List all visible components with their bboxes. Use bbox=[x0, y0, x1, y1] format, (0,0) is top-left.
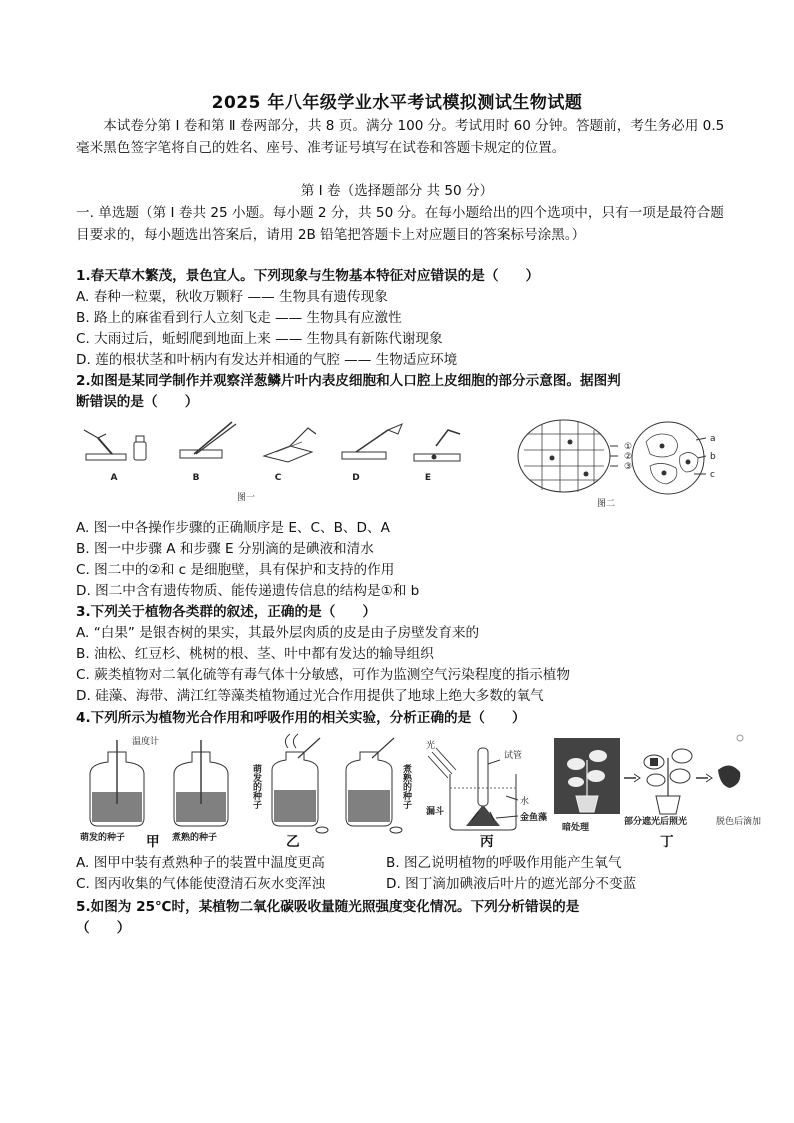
q4-option-a: A. 图甲中装有煮熟种子的装置中温度更高 bbox=[76, 855, 325, 871]
fig2-onion-cells bbox=[518, 420, 618, 492]
q2-option-a: A. 图一中各操作步骤的正确顺序是 E、C、B、D、A bbox=[76, 520, 390, 536]
bing-light-label: 光 bbox=[426, 741, 436, 751]
ding-caption: 丁 bbox=[660, 834, 674, 850]
q3-option-a: A. “白果” 是银杏树的果实，其最外层肉质的皮是由子房壁发育来的 bbox=[76, 625, 480, 641]
q4-option-d: D. 图丁滴加碘液后叶片的遮光部分不变蓝 bbox=[386, 876, 637, 892]
exam-intro: 本试卷分第 Ⅰ 卷和第 Ⅱ 卷两部分，共 8 页。满分 100 分。考试用时 60 分钟。答题前，考生务必用 0.5 毫米黑色签字笔将自己的姓名、座号、准考证号填写在试卷和答题卡规定的位置。 bbox=[76, 118, 725, 156]
yi-apparatus bbox=[272, 734, 402, 833]
fig2-letter-b: b bbox=[710, 452, 716, 462]
yi-germinating-label: 萌发的种子 bbox=[251, 764, 261, 809]
jia-caption: 甲 bbox=[146, 834, 160, 850]
fig1-step-c bbox=[264, 428, 316, 462]
fig1-label-a: A bbox=[110, 473, 118, 483]
fig2-letter-c: c bbox=[710, 470, 715, 480]
exam-title: 2025 年八年级学业水平考试模拟测试生物试题 bbox=[211, 93, 583, 113]
fig2-num-1: ① bbox=[624, 442, 633, 452]
q2-option-d: D. 图二中含有遗传物质、能传递遗传信息的结构是①和 b bbox=[76, 583, 420, 599]
q1-option-d: D. 莲的根状茎和叶柄内有发达并相通的气腔 —— 生物适应环境 bbox=[76, 352, 458, 368]
fig2-cheek-cells bbox=[632, 422, 706, 494]
jia-germinating-label: 萌发的种子 bbox=[80, 833, 126, 843]
q3-option-d: D. 硅藻、海带、满江红等藻类植物通过光合作用提供了地球上绝大多数的氧气 bbox=[76, 688, 544, 704]
fig2-letter-a: a bbox=[710, 434, 716, 444]
fig2-num-3: ③ bbox=[624, 462, 633, 472]
yi-boiled-label: 煮熟的种子 bbox=[401, 764, 411, 809]
q3-option-c: C. 蕨类植物对二氧化硫等有毒气体十分敏感，可作为监测空气污染程度的指示植物 bbox=[76, 667, 570, 683]
q2-figures bbox=[76, 416, 736, 512]
section-title: 第 Ⅰ 卷（选择题部分 共 50 分） bbox=[300, 183, 494, 199]
q2-stem-line1: 2.如图是某同学制作并观察洋葱鳞片叶内表皮细胞和人口腔上皮细胞的部分示意图。据图判 bbox=[76, 373, 621, 389]
q3-stem: 3.下列关于植物各类群的叙述，正确的是（ ） bbox=[76, 604, 377, 620]
q4-option-b: B. 图乙说明植物的呼吸作用能产生氧气 bbox=[386, 855, 622, 871]
fig1-label-b: B bbox=[192, 473, 200, 483]
fig1-caption: 图一 bbox=[236, 493, 256, 503]
bing-funnel-label: 漏斗 bbox=[426, 807, 445, 817]
bing-weed-label: 金鱼藻 bbox=[520, 813, 548, 823]
q1-stem: 1.春天草木繁茂，景色宜人。下列现象与生物基本特征对应错误的是（ ） bbox=[76, 268, 540, 284]
q4-option-c: C. 图丙收集的气体能使澄清石灰水变浑浊 bbox=[76, 876, 326, 892]
q2-option-b: B. 图一中步骤 A 和步骤 E 分别滴的是碘液和清水 bbox=[76, 541, 374, 557]
q2-stem-line2: 断错误的是（ ） bbox=[76, 394, 199, 410]
yi-caption: 乙 bbox=[286, 834, 300, 850]
bing-caption: 丙 bbox=[480, 834, 494, 850]
jia-thermometer-label: 温度计 bbox=[132, 737, 160, 747]
q1-option-b: B. 路上的麻雀看到行人立刻飞走 —— 生物具有应激性 bbox=[76, 310, 402, 326]
fig1-step-a bbox=[84, 430, 146, 460]
q2-option-c: C. 图二中的②和 c 是细胞壁，具有保护和支持的作用 bbox=[76, 562, 395, 578]
q3-option-b: B. 油松、红豆杉、桃树的根、茎、叶中都有发达的输导组织 bbox=[76, 646, 434, 662]
ding-apparatus bbox=[554, 735, 743, 814]
bing-water-label: 水 bbox=[520, 797, 530, 807]
fig2-num-2: ② bbox=[624, 452, 633, 462]
fig1-step-d bbox=[342, 424, 402, 459]
section-instruction: 一. 单选题（第 Ⅰ 卷共 25 小题。每小题 2 分，共 50 分。在每小题给出的四个选项中，只有一项是最符合题目要求的，每小题选出答案后，请用 2B 铅笔把答题卡上对应题目的答案标号涂黑。） bbox=[76, 205, 724, 243]
ding-partial-label: 部分遮光后照光 bbox=[624, 817, 688, 827]
q4-figures bbox=[76, 734, 762, 846]
jia-apparatus bbox=[90, 740, 228, 826]
fig1-label-e: E bbox=[424, 473, 432, 483]
q1-option-a: A. 春种一粒粟，秋收万颗籽 —— 生物具有遗传现象 bbox=[76, 289, 388, 305]
ding-decolor-label: 脱色后滴加 bbox=[716, 817, 762, 827]
q1-option-c: C. 大雨过后，蚯蚓爬到地面上来 —— 生物具有新陈代谢现象 bbox=[76, 331, 443, 347]
fig1-step-e bbox=[414, 430, 460, 461]
ding-dark-label: 暗处理 bbox=[562, 823, 590, 833]
bing-tube-label: 试管 bbox=[504, 751, 523, 761]
q5-stem-line1: 5.如图为 25℃时，某植物二氧化碳吸收量随光照强度变化情况。下列分析错误的是 bbox=[76, 899, 580, 915]
fig1-step-b bbox=[180, 422, 236, 458]
q5-stem-line2: （ ） bbox=[76, 920, 131, 936]
fig1-label-d: D bbox=[352, 473, 360, 483]
jia-boiled-label: 煮熟的种子 bbox=[172, 833, 218, 843]
fig1-label-c: C bbox=[274, 473, 282, 483]
q4-stem: 4.下列所示为植物光合作用和呼吸作用的相关实验，分析正确的是（ ） bbox=[76, 710, 526, 726]
fig2-caption: 图二 bbox=[596, 499, 616, 509]
